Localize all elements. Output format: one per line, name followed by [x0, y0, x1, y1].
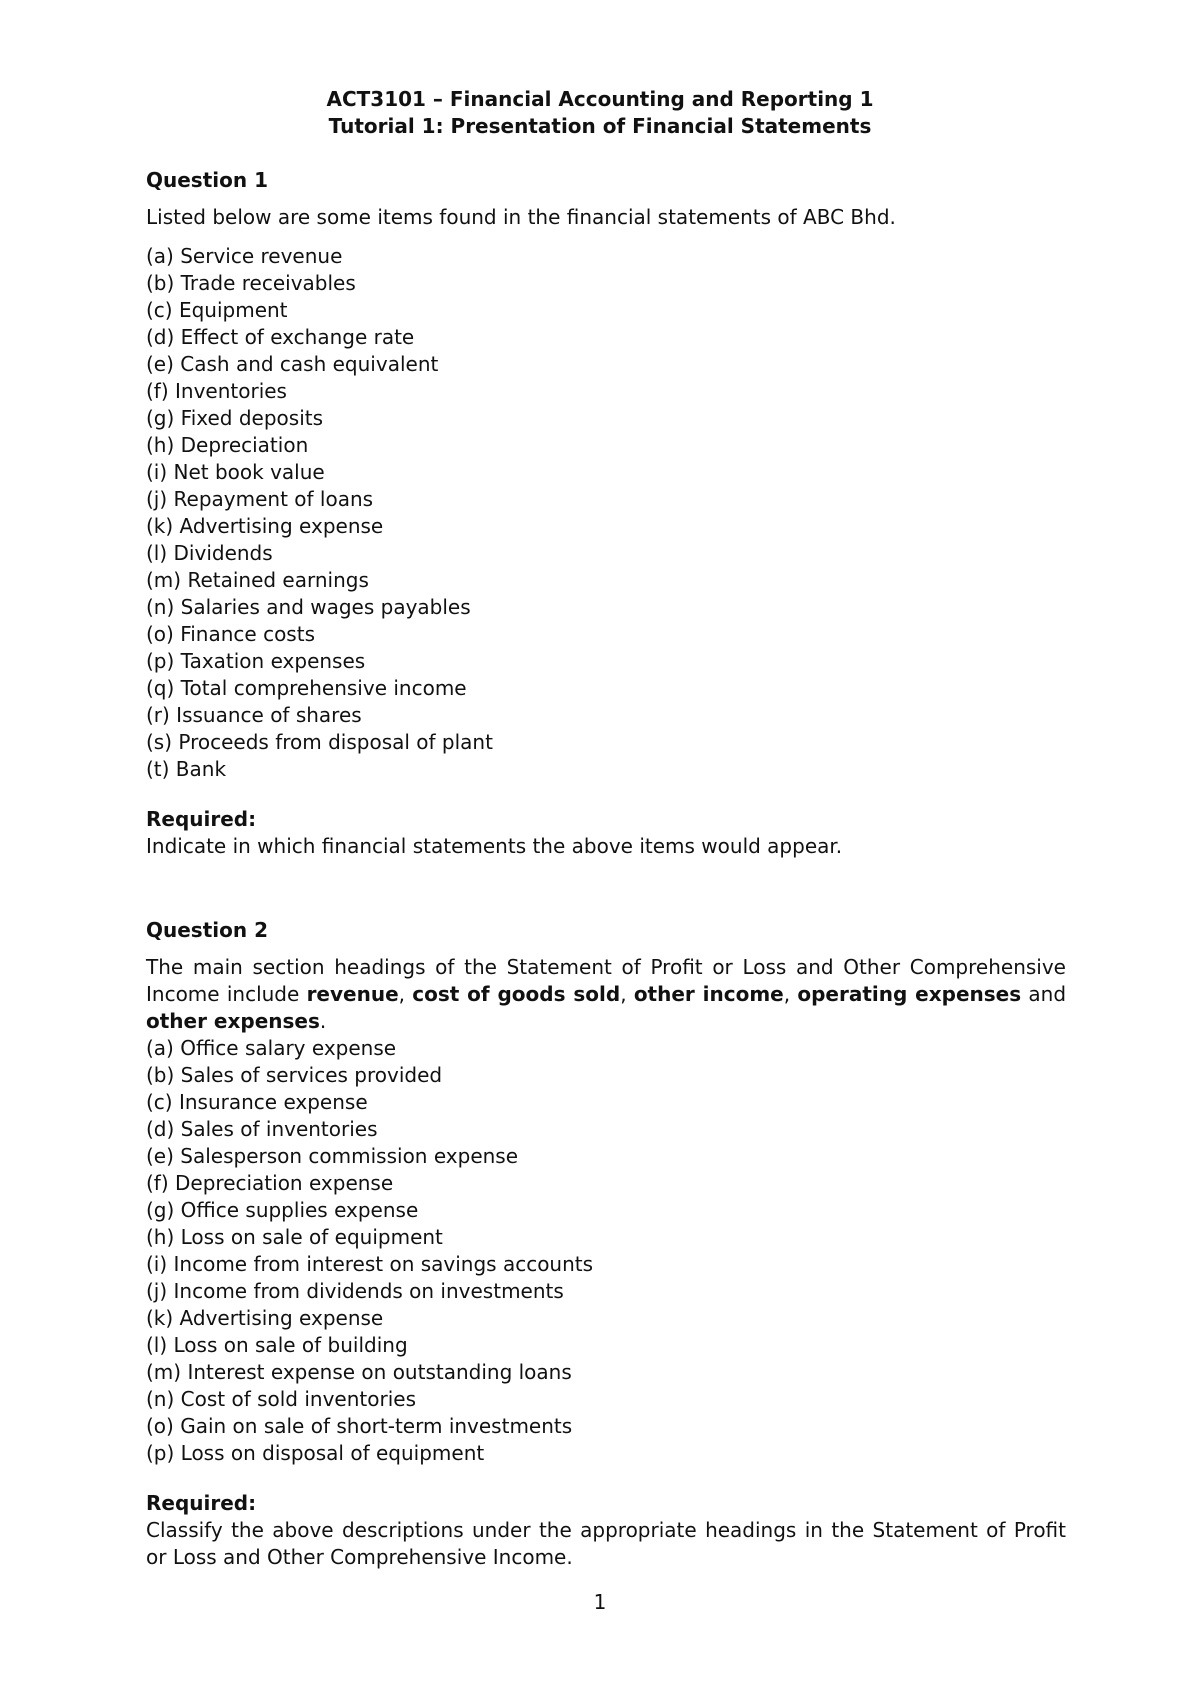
list-item: (a) Service revenue — [146, 244, 343, 268]
separator: , — [620, 982, 634, 1006]
question-2-item-list — [146, 1035, 1066, 1467]
separator: and — [1021, 982, 1067, 1006]
list-item: (f) Inventories — [146, 379, 287, 403]
heading-other-expenses: other expenses — [146, 1009, 320, 1033]
list-item: (e) Salesperson commission expense — [146, 1144, 519, 1168]
list-item: (g) Fixed deposits — [146, 406, 324, 430]
list-item: (l) Dividends — [146, 541, 273, 565]
document-header — [0, 86, 1200, 140]
question-1-required-label: Required: — [146, 807, 257, 831]
list-item: (o) Gain on sale of short-term investments — [146, 1414, 573, 1438]
list-item: (m) Retained earnings — [146, 568, 369, 592]
question-1 — [146, 168, 1066, 860]
question-1-intro: Listed below are some items found in the financial statements of ABC Bhd. — [146, 205, 896, 229]
heading-cost-of-goods-sold: cost of goods sold — [412, 982, 621, 1006]
heading-operating-expenses: operating expenses — [797, 982, 1022, 1006]
question-1-item-list — [146, 243, 1066, 783]
question-2-required-label: Required: — [146, 1491, 257, 1515]
list-item: (k) Advertising expense — [146, 1306, 384, 1330]
heading-other-income: other income — [633, 982, 784, 1006]
question-2-required-text: Classify the above descriptions under the appropriate headings in the Statement of Profit or Loss and Other Comprehensive Income. — [146, 1518, 1066, 1569]
list-item: (j) Income from dividends on investments — [146, 1279, 564, 1303]
list-item: (i) Net book value — [146, 460, 325, 484]
list-item: (d) Sales of inventories — [146, 1117, 378, 1141]
list-item: (c) Insurance expense — [146, 1090, 368, 1114]
list-item: (b) Sales of services provided — [146, 1063, 443, 1087]
course-title: ACT3101 – Financial Accounting and Reporting 1 — [326, 87, 874, 111]
list-item: (p) Taxation expenses — [146, 649, 366, 673]
question-2-intro-text: The main section headings of the Statement of Profit or Loss and Other Comprehensive Income include — [146, 955, 1066, 1006]
list-item: (g) Office supplies expense — [146, 1198, 419, 1222]
question-1-heading: Question 1 — [146, 168, 268, 192]
heading-revenue: revenue — [306, 982, 399, 1006]
question-2 — [146, 918, 1066, 1571]
separator: , — [398, 982, 413, 1006]
list-item: (b) Trade receivables — [146, 271, 356, 295]
list-item: (j) Repayment of loans — [146, 487, 374, 511]
page-number: 1 — [593, 1590, 607, 1614]
question-2-heading: Question 2 — [146, 918, 268, 942]
list-item: (n) Cost of sold inventories — [146, 1387, 416, 1411]
question-1-required-text: Indicate in which financial statements the above items would appear. — [146, 834, 843, 858]
list-item: (c) Equipment — [146, 298, 288, 322]
list-item: (l) Loss on sale of building — [146, 1333, 408, 1357]
list-item: (a) Office salary expense — [146, 1036, 397, 1060]
list-item: (h) Depreciation — [146, 433, 309, 457]
list-item: (o) Finance costs — [146, 622, 315, 646]
list-item: (d) Effect of exchange rate — [146, 325, 415, 349]
list-item: (p) Loss on disposal of equipment — [146, 1441, 485, 1465]
question-2-intro — [146, 954, 1066, 1035]
list-item: (h) Loss on sale of equipment — [146, 1225, 443, 1249]
list-item: (r) Issuance of shares — [146, 703, 362, 727]
list-item: (m) Interest expense on outstanding loans — [146, 1360, 572, 1384]
list-item: (t) Bank — [146, 757, 227, 781]
list-item: (s) Proceeds from disposal of plant — [146, 730, 493, 754]
list-item: (q) Total comprehensive income — [146, 676, 467, 700]
list-item: (k) Advertising expense — [146, 514, 384, 538]
intro-end: . — [319, 1009, 327, 1033]
list-item: (n) Salaries and wages payables — [146, 595, 471, 619]
list-item: (e) Cash and cash equivalent — [146, 352, 439, 376]
list-item: (i) Income from interest on savings accounts — [146, 1252, 594, 1276]
list-item: (f) Depreciation expense — [146, 1171, 394, 1195]
separator: , — [783, 982, 798, 1006]
tutorial-title: Tutorial 1: Presentation of Financial Statements — [328, 114, 872, 138]
